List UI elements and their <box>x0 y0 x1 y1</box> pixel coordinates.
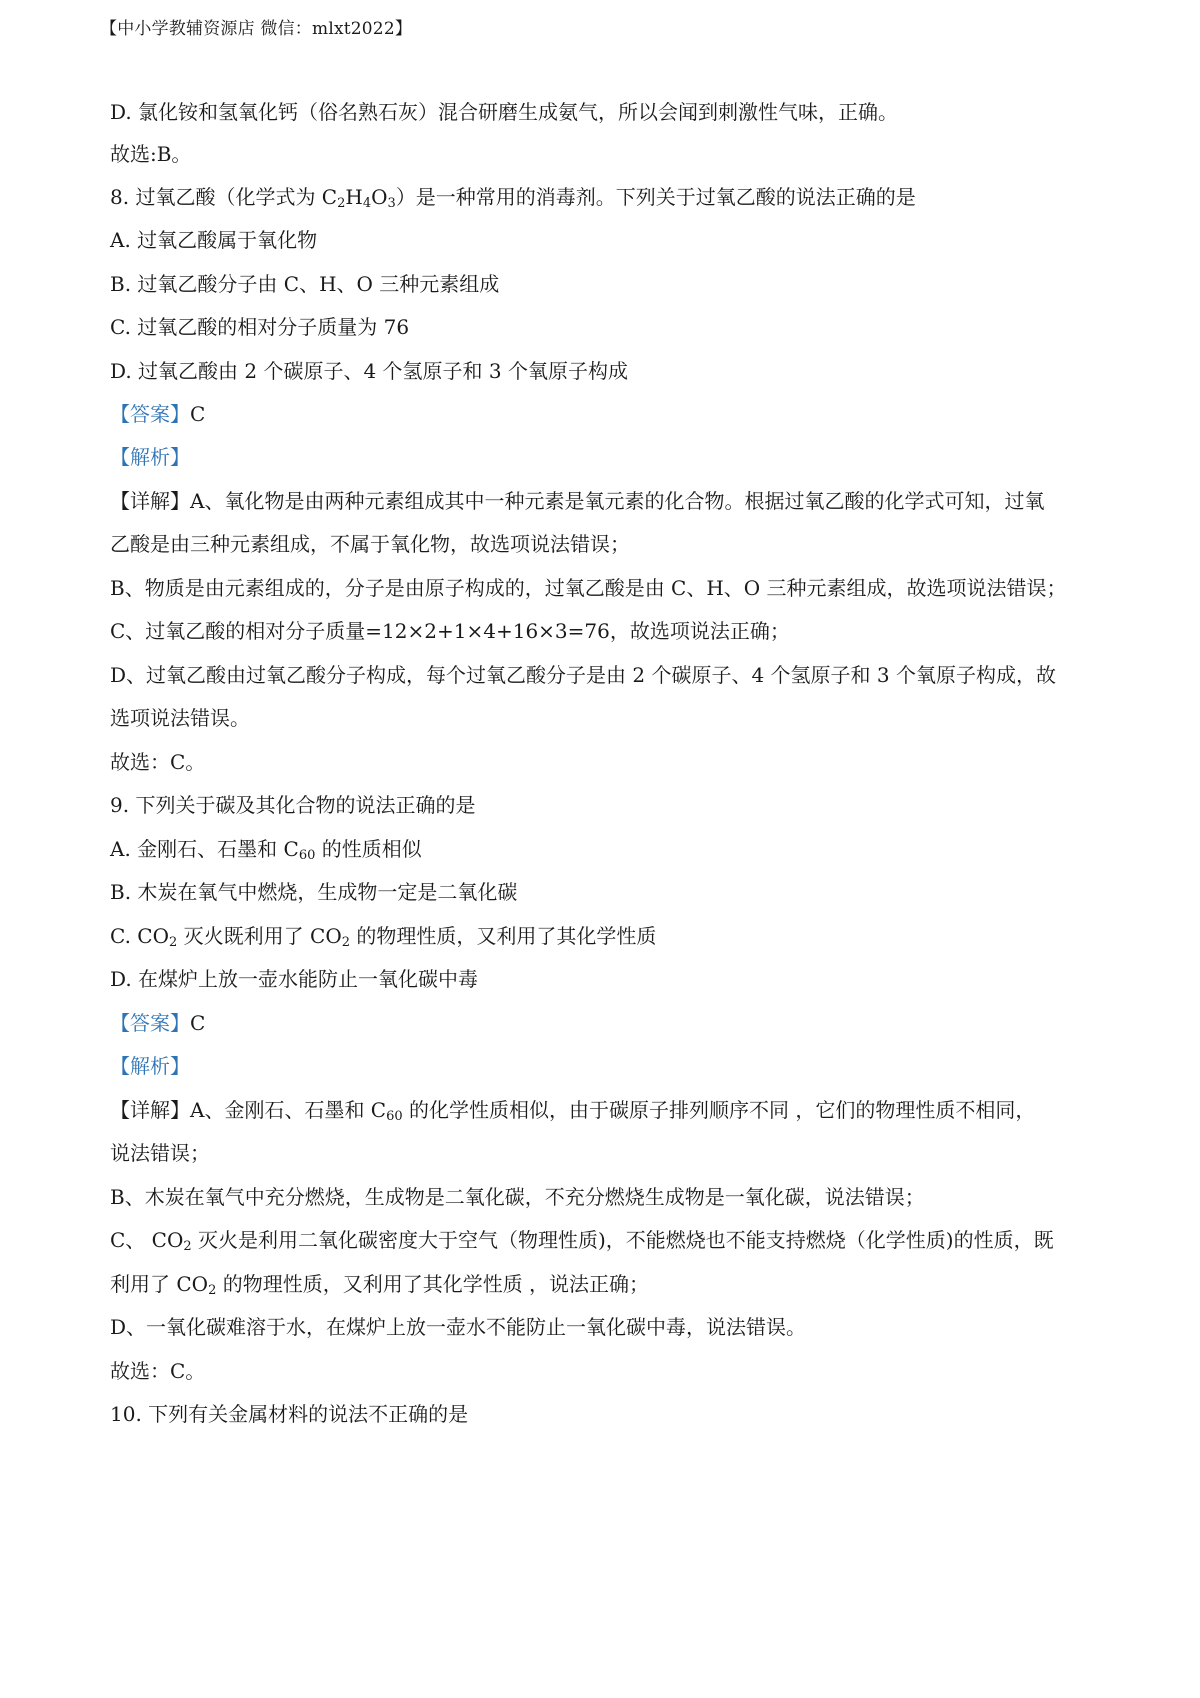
q9-choose: 故选：C。 <box>110 1359 206 1383</box>
q9-option-d: D. 在煤炉上放一壶水能防止一氧化碳中毒 <box>110 967 479 991</box>
q8-detail-4: C、过氧乙酸的相对分子质量=12×2+1×4+16×3=76，故选项说法正确； <box>110 619 790 643</box>
q8-option-c: C. 过氧乙酸的相对分子质量为 76 <box>110 315 410 339</box>
q8-detail-3: B、物质是由元素组成的，分子是由原子构成的，过氧乙酸是由 C、H、O 三种元素组成，故选项说法错误； <box>110 576 1067 600</box>
q8-detail-2: 乙酸是由三种元素组成，不属于氧化物，故选项说法错误； <box>110 532 630 556</box>
q10-stem: 10. 下列有关金属材料的说法不正确的是 <box>110 1402 469 1426</box>
q9-option-b: B. 木炭在氧气中燃烧，生成物一定是二氧化碳 <box>110 880 518 904</box>
q8-detail-6: 选项说法错误。 <box>110 706 250 730</box>
q8-stem: 8. 过氧乙酸（化学式为 $C_2H_4O_3$）是一种常用的消毒剂。下列关于过氧乙酸的说法正确的是 <box>110 185 916 211</box>
q8-detail-5: D、过氧乙酸由过氧乙酸分子构成，每个过氧乙酸分子是由 2 个碳原子、4 个氢原子和 3 个氧原子构成，故 <box>110 663 1056 687</box>
q9-detail-1: 【详解】A、金刚石、石墨和 $C_{60}$ 的化学性质相似，由于碳原子排列顺序不同 ，它们的物理性质不相同， <box>110 1098 1036 1124</box>
q9-detail-3: B、木炭在氧气中充分燃烧，生成物是二氧化碳，不充分燃烧生成物是一氧化碳，说法错误； <box>110 1185 925 1209</box>
q9-detail-6: D、一氧化碳难溶于水，在煤炉上放一壶水不能防止一氧化碳中毒，说法错误。 <box>110 1315 807 1339</box>
q9-option-a: A. 金刚石、石墨和 $C_{60}$ 的性质相似 <box>110 837 422 863</box>
page-header: 【中小学教辅资源店 微信：mlxt2022】 <box>100 19 413 39</box>
q9-option-c: C. $CO_2$ 灭火既利用了 $CO_2$ 的物理性质，又利用了其化学性质 <box>110 924 657 950</box>
q8-detail-1: 【详解】A、氧化物是由两种元素组成其中一种元素是氧元素的化合物。根据过氧乙酸的化学式可知，过氧 <box>110 489 1045 513</box>
q9-detail-5: 利用了 $CO_2$ 的物理性质，又利用了其化学性质 ，说法正确； <box>110 1272 650 1298</box>
q8-choose: 故选：C。 <box>110 750 206 774</box>
q9-analysis-label: 【解析】 <box>110 1054 190 1078</box>
q8-option-b: B. 过氧乙酸分子由 C、H、O 三种元素组成 <box>110 272 500 296</box>
q7-choose: 故选:B。 <box>110 142 192 166</box>
q9-stem: 9. 下列关于碳及其化合物的说法正确的是 <box>110 793 476 817</box>
q9-detail-4: C、 $CO_2$ 灭火是利用二氧化碳密度大于空气（物理性质)，不能燃烧也不能支持燃烧（化学性质)的性质，既 <box>110 1228 1054 1254</box>
q9-detail-2: 说法错误； <box>110 1141 210 1165</box>
q8-option-d: D. 过氧乙酸由 2 个碳原子、4 个氢原子和 3 个氧原子构成 <box>110 359 628 383</box>
q8-analysis-label: 【解析】 <box>110 445 190 469</box>
q7-option-d: D. 氯化铵和氢氧化钙（俗名熟石灰）混合研磨生成氨气，所以会闻到刺激性气味，正确。 <box>110 100 899 124</box>
q8-option-a: A. 过氧乙酸属于氧化物 <box>110 228 318 252</box>
q9-answer: 【答案】C <box>110 1011 206 1035</box>
q8-answer: 【答案】C <box>110 402 206 426</box>
